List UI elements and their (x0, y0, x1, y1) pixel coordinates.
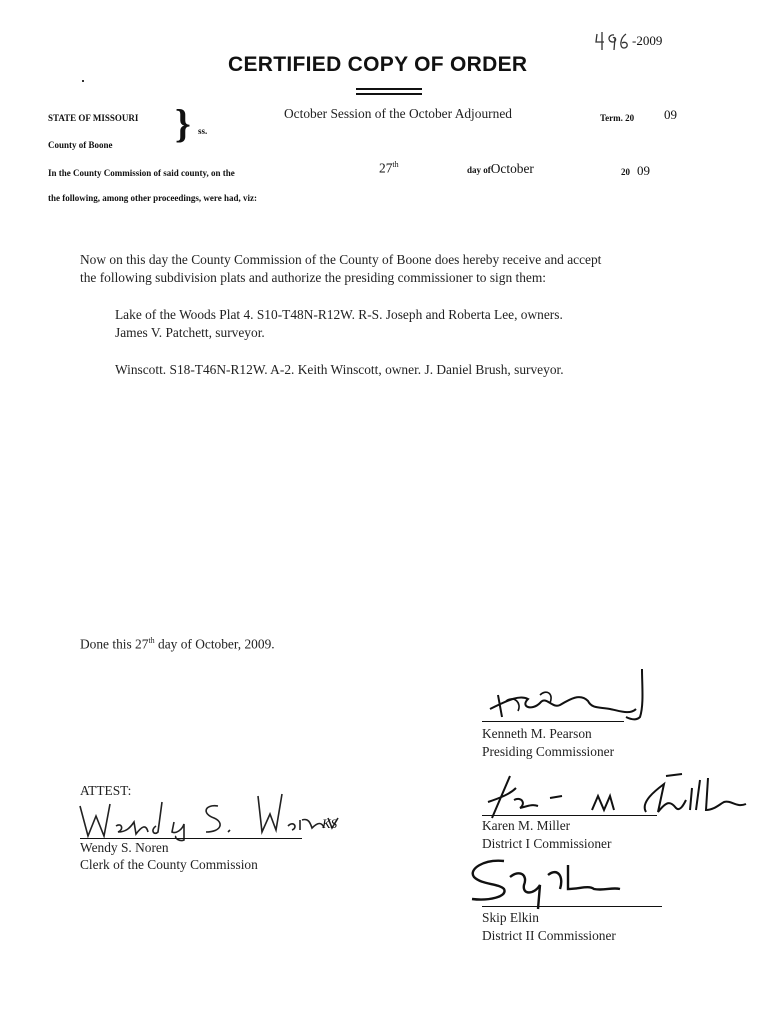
presiding-signature-line (482, 721, 624, 722)
year-group (621, 162, 650, 180)
title-double-rule-bottom (356, 93, 422, 95)
ss-label: ss. (198, 126, 208, 136)
presiding-signature (480, 665, 660, 735)
presiding-name: Kenneth M. Pearson (482, 726, 592, 741)
attest-label: ATTEST: (80, 783, 132, 798)
month-value: October (490, 161, 534, 176)
day-number-suffix: th (392, 160, 399, 169)
state-label: STATE OF MISSOURI (48, 113, 139, 123)
done-sup: th (148, 636, 155, 645)
done-post: day of October, 2009. (154, 636, 275, 652)
paragraph-line-2: the following subdivision plats and authorize the presiding commissioner to sign them: (80, 270, 547, 285)
district-1-signature-line (482, 815, 657, 816)
done-pre: Done this 27 (80, 636, 149, 652)
clerk-name: Wendy S. Noren (80, 840, 169, 855)
title-double-rule-top (356, 88, 422, 90)
district-2-title: District II Commissioner (482, 928, 616, 943)
presiding-title: Presiding Commissioner (482, 744, 615, 759)
clerk-initials: KS (322, 816, 338, 831)
term-year: 09 (664, 107, 677, 122)
bracket-brace: } (175, 101, 191, 146)
year-prefix: 20 (621, 167, 630, 177)
clerk-title: Clerk of the County Commission (80, 857, 258, 872)
clerk-signature-line (80, 838, 302, 839)
commission-line: In the County Commission of said county, on the (48, 168, 235, 178)
term-label: Term. 20 (600, 113, 635, 123)
paragraph-line-1: Now on this day the County Commission of the County of Boone does hereby receive and accept (80, 252, 602, 267)
page-title: CERTIFIED COPY OF ORDER (228, 53, 528, 76)
day-number-value: 27 (379, 160, 393, 176)
document-number-year: -2009 (632, 33, 663, 48)
handwritten-number-signature (594, 30, 634, 54)
district-2-name: Skip Elkin (482, 910, 539, 925)
district-1-name: Karen M. Miller (482, 818, 571, 833)
clerk-signature (76, 792, 356, 842)
done-this-line (80, 636, 275, 652)
district-1-title: District I Commissioner (482, 836, 612, 851)
plat-item-2: Winscott. S18-T46N-R12W. A-2. Keith Winscott, owner. J. Daniel Brush, surveyor. (115, 362, 564, 377)
county-label: County of Boone (48, 140, 113, 150)
stray-mark (82, 80, 84, 82)
day-of-label: day of (467, 165, 491, 175)
day-of-group (467, 160, 534, 178)
document-number (594, 30, 714, 56)
plat-item-1-line-2: James V. Patchett, surveyor. (115, 325, 265, 340)
day-number (379, 160, 399, 176)
year-suffix: 09 (637, 163, 650, 178)
plat-item-1-line-1: Lake of the Woods Plat 4. S10-T48N-R12W. R-S. Joseph and Roberta Lee, owners. (115, 307, 563, 322)
district-2-signature-line (482, 906, 662, 907)
session-text: October Session of the October Adjourned (284, 106, 512, 121)
proceedings-line: the following, among other proceedings, were had, viz: (48, 193, 257, 203)
